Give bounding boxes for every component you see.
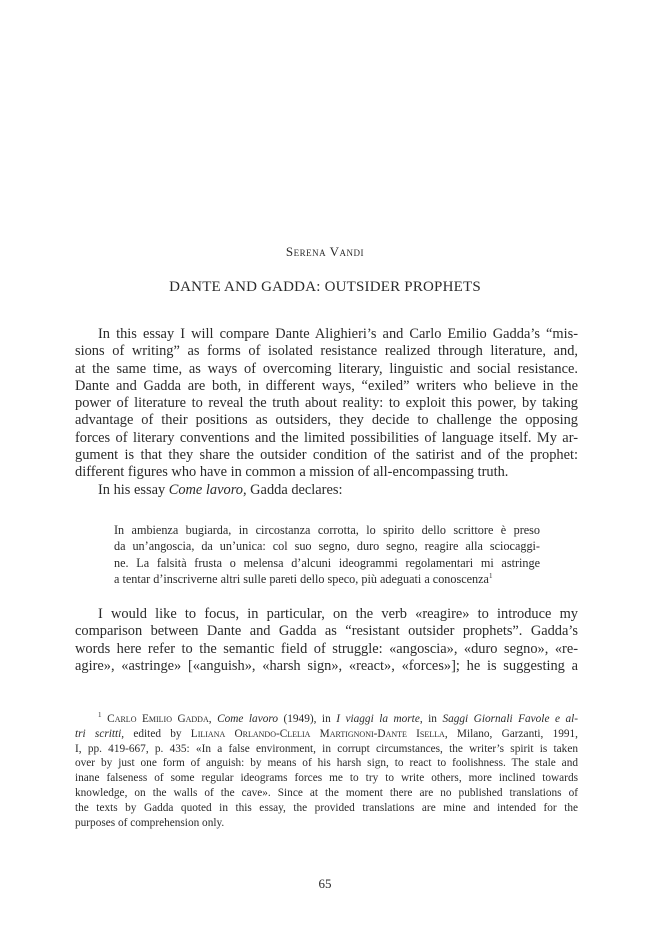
footnote-text: , in [419,713,443,725]
footnote-line: the texts by Gadda quoted in this essay, the provided translations are mine and intended for the [75,801,578,814]
footnote-editors: Liliana Orlando-Clelia Martignoni-Dante Isella [190,727,445,740]
footnote-line: over by just one form of anguish: by means of his harsh sign, to react to foolishness. The stale and [75,757,578,770]
paragraph-2 [75,482,578,499]
essay-reference-title: Come lavoro [168,481,243,498]
text-line: words here refer to the semantic field of struggle: «angoscia», «duro segno», «re- [75,640,578,657]
footnote-number: 1 [98,711,102,720]
paragraph-1 [75,326,578,499]
footnote-line: I, pp. 419-667, p. 435: «In a false environment, in corrupt circumstances, the writer’s spirit is taken [75,742,578,755]
paragraph-3 [75,606,578,675]
footnote-line [75,727,578,742]
quote-line [114,571,540,587]
text-line: Dante and Gadda are both, in different ways, “exiled” writers who believe in the [75,377,578,394]
text-line: agire», «astringe» [«anguish», «harsh sign», «react», «forces»]; he is suggesting a [75,657,578,674]
text-line: I would like to focus, in particular, on the verb «reagire» to introduce my [98,606,578,622]
quote-line: ne. La falsità frusta o melensa d’alcuni ideogrammi regolamentari mi astringe [114,555,540,570]
text-line: different figures who have in common a mission of all-encompassing truth. [75,464,509,481]
text-line: advantage of their positions as outsiders, they decide to challenge the opposing [75,412,578,429]
footnote-text: , Milano, Garzanti, 1991, [444,727,578,740]
paragraph-2-after: , Gadda declares: [242,481,343,498]
text-line: gument is that they share the outsider condition of the satirist and of the prophet: [75,447,578,464]
footnote-line: $^1$ Carlo Emilio Gadda, Come lavoro (1949), in I viaggi la morte, in Saggi Giornali Favole e al- [98,711,579,725]
essay-title: DANTE AND GADDA: OUTSIDER PROPHETS [169,279,481,295]
footnote-line: knowledge, on the walls of the cave». Since at the moment there are no published translations of [75,786,578,799]
footnote-book2-cont: tri scritti [75,727,122,740]
text-line: forces of literary conventions and the limited possibilities of language itself. My ar- [75,429,578,446]
quote-line: da un’angoscia, da un’unica: col suo segno, duro segno, reagire alla sciocaggi- [114,539,540,554]
footnote-1 [75,712,578,830]
footnote-text: , edited by [121,727,191,740]
text-line: at the same time, as ways of overcoming literary, linguistic and social resistance. [75,360,578,377]
text-line: sions of writing” as forms of isolated resistance realized through literature, and, [75,343,578,360]
block-quote [114,522,540,588]
quote-line: In ambienza bugiarda, in circostanza corrotta, lo spirito dello scrittore è preso [114,523,540,537]
footnote-line: inane falseness of some regular ideograms forces me to try to write others, more inclined towards [75,772,578,785]
text-line: power of literature to reveal the truth about reality: to exploit this power, by taking [75,395,578,412]
page-number: 65 [318,876,332,891]
text-line: comparison between Dante and Gadda as “resistant outsider prophets”. Gadda’s [75,623,578,640]
quote-line-text: a tentar d’inscriverne altri sulle pareti dello speco, più adeguati a conoscenza [114,572,489,587]
footnote-author: Carlo Emilio Gadda [107,713,209,725]
footnote-line: purposes of comprehension only. [75,816,225,829]
author-name: Serena Vandi [285,244,365,259]
footnote-book2: Saggi Giornali Favole e al- [442,713,579,725]
paragraph-2-before: In his essay [98,481,169,498]
footnote-work: Come lavoro [217,713,278,725]
footnote-marker: 1 [488,572,493,581]
footnote-text: (1949), in [278,713,337,725]
footnote-book1: I viaggi la morte [336,713,420,725]
text-line: In this essay I will compare Dante Alighieri’s and Carlo Emilio Gadda’s “mis- [98,326,578,342]
